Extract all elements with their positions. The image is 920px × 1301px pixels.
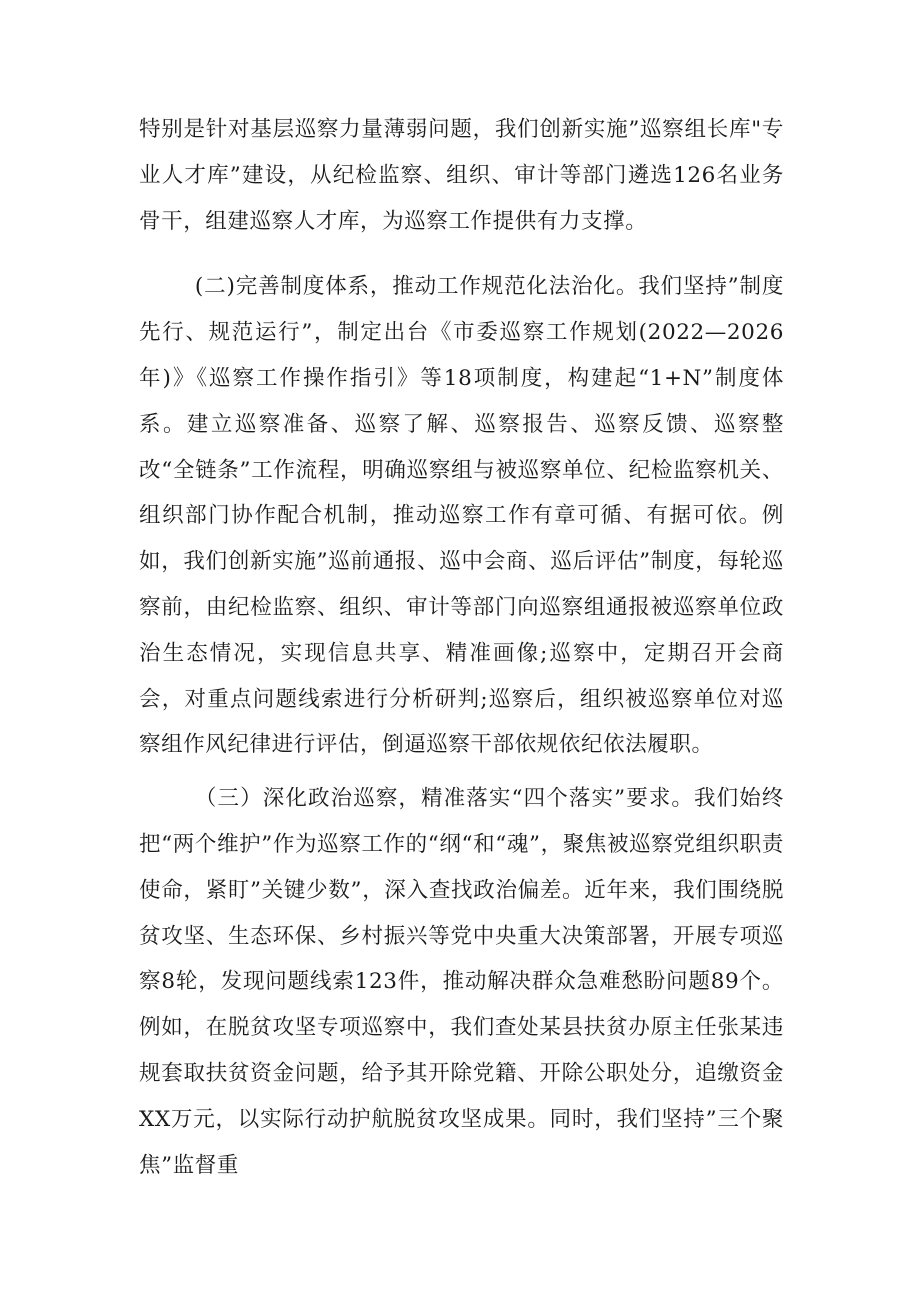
paragraph-institution-system: (二)完善制度体系，推动工作规范化法治化。我们坚持”制度先行、规范运行”，制定出台《市委巡察工作规划(2022—2026年)》《巡察工作操作指引》等18项制度，构建起“1+N”制度体系。建立巡察准备、巡察了解、巡察报告、巡察反馈、巡察整改“全链条”工作流程，明确巡察组与被巡察单位、纪检监察机关、组织部门协作配合机制，推动巡察工作有章可循、有据可依。例如，我们创新实施”巡前通报、巡中会商、巡后评估”制度，每轮巡察前，由纪检监察、组织、审计等部门向巡察组通报被巡察单位政治生态情况，实现信息共享、精准画像;巡察中，定期召开会商会，对重点问题线索进行分析研判;巡察后，组织被巡察单位对巡察组作风纪律进行评估，倒逼巡察干部依规依纪依法履职。 [139,274,784,758]
paragraph-continuation: 特别是针对基层巡察力量薄弱问题，我们创新实施”巡察组长库"专业人才库”建设，从纪检监察、组织、审计等部门遴选126名业务骨干，组建巡察人才库，为巡察工作提供有力支撑。 [139,117,784,234]
document-body [139,107,784,1188]
paragraph-political-inspection: （三）深化政治巡察，精准落实“四个落实”要求。我们始终把“两个维护”作为巡察工作的“纲“和“魂”，聚焦被巡察党组织职责使命，紧盯”关键少数”，深入查找政治偏差。近年来，我们围绕脱贫攻坚、生态环保、乡村振兴等党中央重大决策部署，开展专项巡察8轮，发现问题线索123件，推动解决群众急难愁盼问题89个。例如，在脱贫攻坚专项巡察中，我们查处某县扶贫办原主任张某违规套取扶贫资金问题，给予其开除党籍、开除公职处分，追缴资金XX万元，以实际行动护航脱贫攻坚成果。同时，我们坚持”三个聚焦”监督重 [139,786,784,1178]
